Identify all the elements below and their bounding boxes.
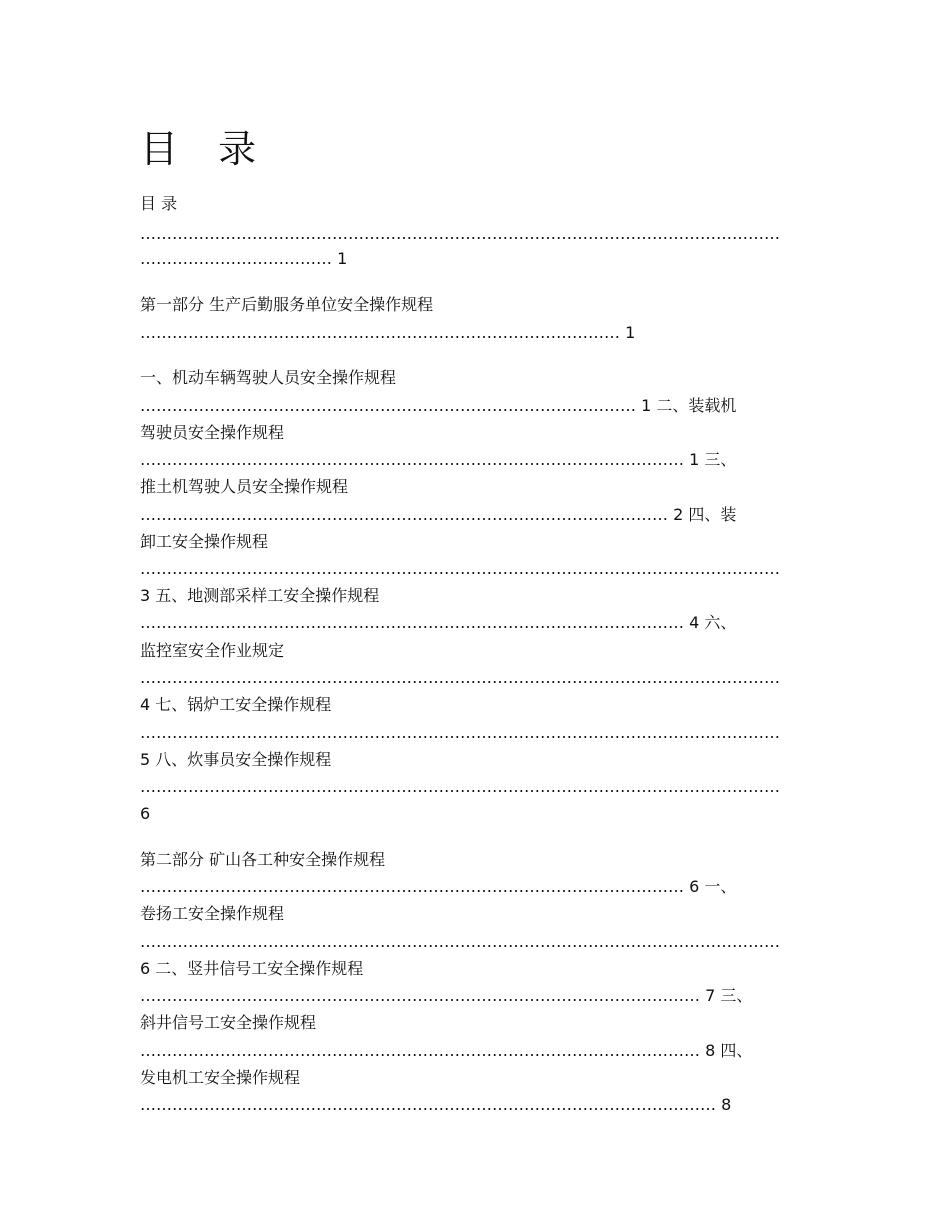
toc-line: 目 录 xyxy=(140,194,178,213)
toc-leader: ………………………………………………………………………………………… 4 六、 xyxy=(140,613,737,632)
toc-line: 6 二、竖井信号工安全操作规程 xyxy=(140,959,364,978)
toc-line: 4 七、锅炉工安全操作规程 xyxy=(140,695,332,714)
toc-leader: ……………………………………………………………………………… 1 xyxy=(140,323,636,342)
toc-line: 一、机动车辆驾驶人员安全操作规程 xyxy=(140,368,397,387)
toc-leader: ……………………………………………………………………………………………… 8 xyxy=(140,1095,732,1114)
toc-line: 发电机工安全操作规程 xyxy=(140,1068,301,1087)
page-title: 目 录 xyxy=(140,127,271,171)
toc-line: 第一部分 生产后勤服务单位安全操作规程 xyxy=(140,295,434,314)
toc-line: 卸工安全操作规程 xyxy=(140,532,269,551)
toc-leader: ………………………………………………………………………………………………………… xyxy=(140,668,780,687)
toc-line: 斜井信号工安全操作规程 xyxy=(140,1013,317,1032)
toc-leader: ………………………………………………………………………………………… 1 三、 xyxy=(140,450,737,469)
toc-leader: …………………………………………………………………………………………… 7 三、 xyxy=(140,986,753,1005)
toc-line: 3 五、地测部采样工安全操作规程 xyxy=(140,586,380,605)
toc-line: 监控室安全作业规定 xyxy=(140,641,285,660)
toc-line: 第二部分 矿山各工种安全操作规程 xyxy=(140,850,386,869)
toc-leader: ………………………………………………………………………………………………………… xyxy=(140,932,780,951)
toc-leader: ……………………………… 1 xyxy=(140,249,348,268)
toc-leader: ………………………………………………………………………………… 1 二、装载机 xyxy=(140,396,737,415)
toc-leader: ……………………………………………………………………………………… 2 四、装 xyxy=(140,505,737,524)
toc-line: 6 xyxy=(140,804,151,823)
toc-line: 驾驶员安全操作规程 xyxy=(140,423,285,442)
toc-leader: ………………………………………………………………………………………………………… xyxy=(140,224,780,243)
toc-line: 5 八、炊事员安全操作规程 xyxy=(140,750,332,769)
toc-leader: ………………………………………………………………………………………………………… xyxy=(140,777,780,796)
toc-leader: …………………………………………………………………………………………… 8 四、 xyxy=(140,1041,753,1060)
toc-leader: ………………………………………………………………………………………… 6 一、 xyxy=(140,877,737,896)
toc-leader: ………………………………………………………………………………………………………… xyxy=(140,559,780,578)
toc-line: 卷扬工安全操作规程 xyxy=(140,904,285,923)
toc-line: 推土机驾驶人员安全操作规程 xyxy=(140,477,349,496)
toc-leader: ………………………………………………………………………………………………………… xyxy=(140,723,780,742)
